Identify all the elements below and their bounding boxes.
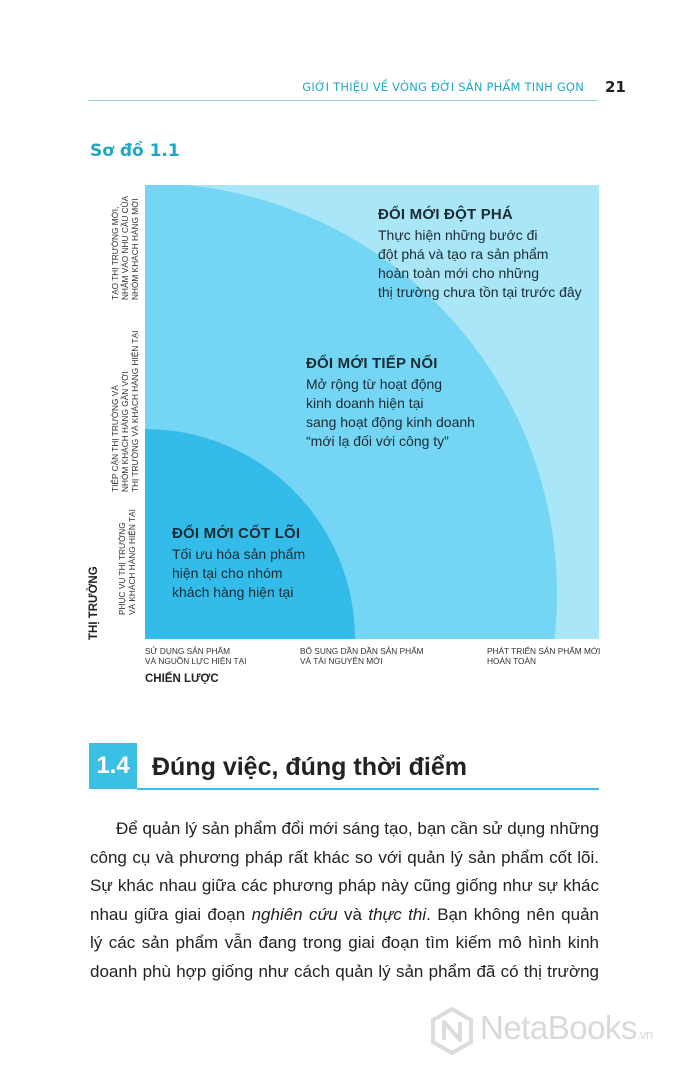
zone-core-line: khách hàng hiện tại	[172, 584, 294, 600]
watermark-text	[480, 1009, 653, 1047]
page-number: 21	[605, 78, 626, 96]
x-axis-label-new	[487, 646, 600, 666]
zone-breakthrough-line: hoàn toàn mới cho những	[378, 265, 539, 281]
section-title: Đúng việc, đúng thời điểm	[152, 753, 468, 781]
y-axis-label-line: TIẾP CẬN THỊ TRƯỜNG VÀ	[110, 385, 120, 492]
y-axis-label-line: VÀ KHÁCH HÀNG HIỆN TẠI	[127, 509, 137, 615]
x-axis-label-line: SỬ DỤNG SẢN PHẨM	[145, 646, 230, 656]
zone-adjacent-line: “mới lạ đối với công ty”	[306, 433, 449, 449]
body-line: nhau giữa giai đoạn nghiên cứu và thực thi. Bạn không nên quản	[90, 904, 599, 924]
x-axis-title: CHIẾN LƯỢC	[145, 673, 219, 685]
figure-label: Sơ đồ 1.1	[90, 141, 180, 161]
x-axis-label-line: PHÁT TRIỂN SẢN PHẨM MỚI	[487, 646, 601, 656]
zone-adjacent-line: kinh doanh hiện tại	[306, 395, 424, 411]
body-line: lý các sản phẩm vẫn đang trong giai đoạn tìm kiếm mô hình kinh	[90, 933, 599, 952]
x-axis-label-line: VÀ TÀI NGUYÊN MỚI	[300, 656, 383, 666]
section-number: 1.4	[89, 743, 137, 789]
zone-breakthrough	[378, 206, 582, 302]
zone-adjacent	[306, 355, 475, 451]
zone-breakthrough-line: đột phá và tạo ra sản phẩm	[378, 246, 549, 262]
zone-breakthrough-line: thị trường chưa tồn tại trước đây	[378, 284, 582, 300]
body-line: Sự khác nhau giữa các phương pháp này cũng giống như sự khác	[90, 876, 599, 895]
netabooks-logo-icon	[430, 1007, 474, 1055]
zone-adjacent-line: sang hoạt động kinh doanh	[306, 414, 475, 430]
watermark-suffix: .vn	[636, 1027, 653, 1042]
zone-adjacent-line: Mở rộng từ hoạt động	[306, 376, 443, 392]
body-line: Để quản lý sản phẩm đổi mới sáng tạo, bạn cần sử dụng những	[116, 819, 599, 838]
x-axis-label-line: BỔ SUNG DẦN DẦN SẢN PHẨM	[300, 646, 424, 656]
zone-core-line: hiện tại cho nhóm	[172, 565, 283, 581]
x-axis-label-current	[145, 646, 246, 666]
zone-core-line: Tối ưu hóa sản phẩm	[172, 546, 306, 562]
emphasis-text: thực thi	[368, 904, 427, 924]
y-axis-label-line: PHỤC VỤ THỊ TRƯỜNG	[117, 522, 127, 615]
watermark-brand: NetaBooks	[480, 1009, 637, 1046]
y-axis-label-line: NHÓM KHÁCH HÀNG GẦN VỚI	[120, 371, 130, 492]
zone-breakthrough-line: Thực hiện những bước đi	[378, 227, 538, 243]
y-axis-title: THỊ TRƯỜNG	[88, 566, 100, 640]
netabooks-watermark	[430, 1003, 688, 1059]
y-axis-label-line: TẠO THỊ TRƯỜNG MỚI,	[110, 206, 120, 300]
page-header	[88, 78, 598, 101]
x-axis-label-line: HOÀN TOÀN	[487, 656, 537, 666]
y-axis-label-line: NHÓM KHÁCH HÀNG MỚI	[130, 198, 140, 300]
body-paragraph	[90, 815, 599, 986]
body-line: doanh phù hợp giống như cách quản lý sản phẩm đã có thị trường	[90, 961, 599, 981]
x-axis-label-line: VÀ NGUỒN LỰC HIỆN TẠI	[145, 656, 247, 666]
section-divider	[137, 788, 599, 790]
zone-core-title: ĐỔI MỚI CỐT LÕI	[172, 525, 301, 542]
zone-breakthrough-title: ĐỔI MỚI ĐỘT PHÁ	[378, 206, 513, 223]
zone-adjacent-title: ĐỔI MỚI TIẾP NỐI	[306, 355, 438, 372]
zone-core	[172, 525, 305, 602]
emphasis-text: nghiên cứu	[251, 904, 338, 924]
x-axis-label-incremental	[300, 646, 424, 666]
running-title: GIỚI THIỆU VỀ VÒNG ĐỜI SẢN PHẨM TINH GỌN	[302, 80, 584, 94]
y-axis-label-line: NHẮM VÀO NHU CẦU CỦA	[120, 195, 130, 300]
body-line: công cụ và phương pháp rất khác so với quản lý sản phẩm cốt lõi.	[90, 847, 599, 867]
y-axis-label-line: THỊ TRƯỜNG VÀ KHÁCH HÀNG HIỆN TẠI	[130, 330, 140, 492]
